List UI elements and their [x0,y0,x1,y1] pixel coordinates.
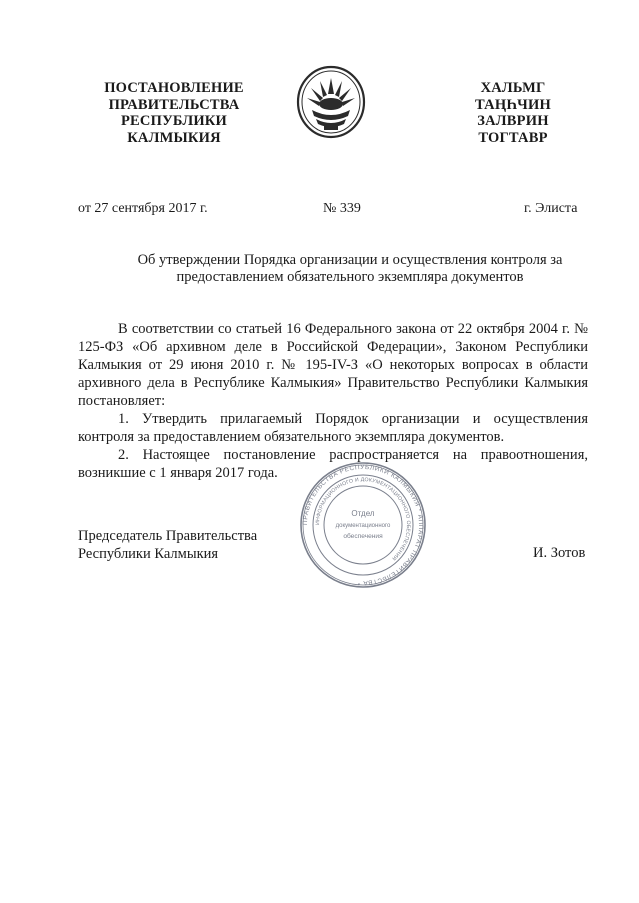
body-intro-paragraph: В соответствии со статьей 16 Федерального закона от 22 октября 2004 г. № 125-ФЗ «Об архивном деле в Российской Федерации», Законом Республики Калмыкия от 29 июня 2010 г. № 195-IV-З «О некоторых вопросах в области архивного дела в Республике Калмыкия» Правительство Республики Калмыкия постановляет: [78,321,588,409]
document-body [78,320,588,482]
signatory-title [78,527,257,563]
header-right-title [448,80,578,146]
document-date: от 27 сентября 2017 г. [78,201,208,216]
stamp-inner-text: ИНФОРМАЦИОННОГО И ДОКУМЕНТАЦИОННОГО ОБЕСПЕЧЕНИЯ [314,476,412,562]
official-stamp [298,460,428,590]
body-item-2: 2. Настоящее постановление распространяется на правоотношения, возникшие с 1 января 2017 года. [78,447,588,481]
document-number: № 339 [323,201,361,216]
header-left-title [78,80,270,146]
signatory-name: И. Зотов [533,545,586,561]
kalmykia-emblem-icon [296,64,366,140]
header-left-line: КАЛМЫКИЯ [127,129,221,146]
header-left-line: ПОСТАНОВЛЕНИЕ [104,80,244,96]
header-right-line: ТОГТАВР [478,129,548,146]
header-left-line: ПРАВИТЕЛЬСТВА [108,96,240,113]
signatory-title-line: Республики Калмыкия [78,546,219,562]
subject-line: Об утверждении Порядка организации и осуществления контроля за [137,252,563,268]
subject-line: предоставлением обязательного экземпляра документов [176,269,524,285]
stamp-center-line: документационного [335,523,391,529]
signatory-title-line: Председатель Правительства [78,528,258,544]
document-city: г. Элиста [524,201,578,216]
document-subject [100,252,600,286]
stamp-center-line: Отдел [351,509,375,518]
stamp-outer-text: ПРАВИТЕЛЬСТВА РЕСПУБЛИКИ КАЛМЫКИЯ * АППАРАТ ПРАВИТЕЛЬСТВА * [301,463,425,587]
header-right-line: ЗАЛВРИН [477,113,549,129]
body-item-1: 1. Утвердить прилагаемый Порядок организации и осуществления контроля за предоставлением обязательного экземпляра документов. [78,411,588,445]
header-left-line: РЕСПУБЛИКИ [120,113,228,129]
header-right-line: ТАҢҺЧИН [475,96,551,113]
header-right-line: ХАЛЬМГ [480,80,546,96]
stamp-center-line: обеспечения [343,533,383,540]
